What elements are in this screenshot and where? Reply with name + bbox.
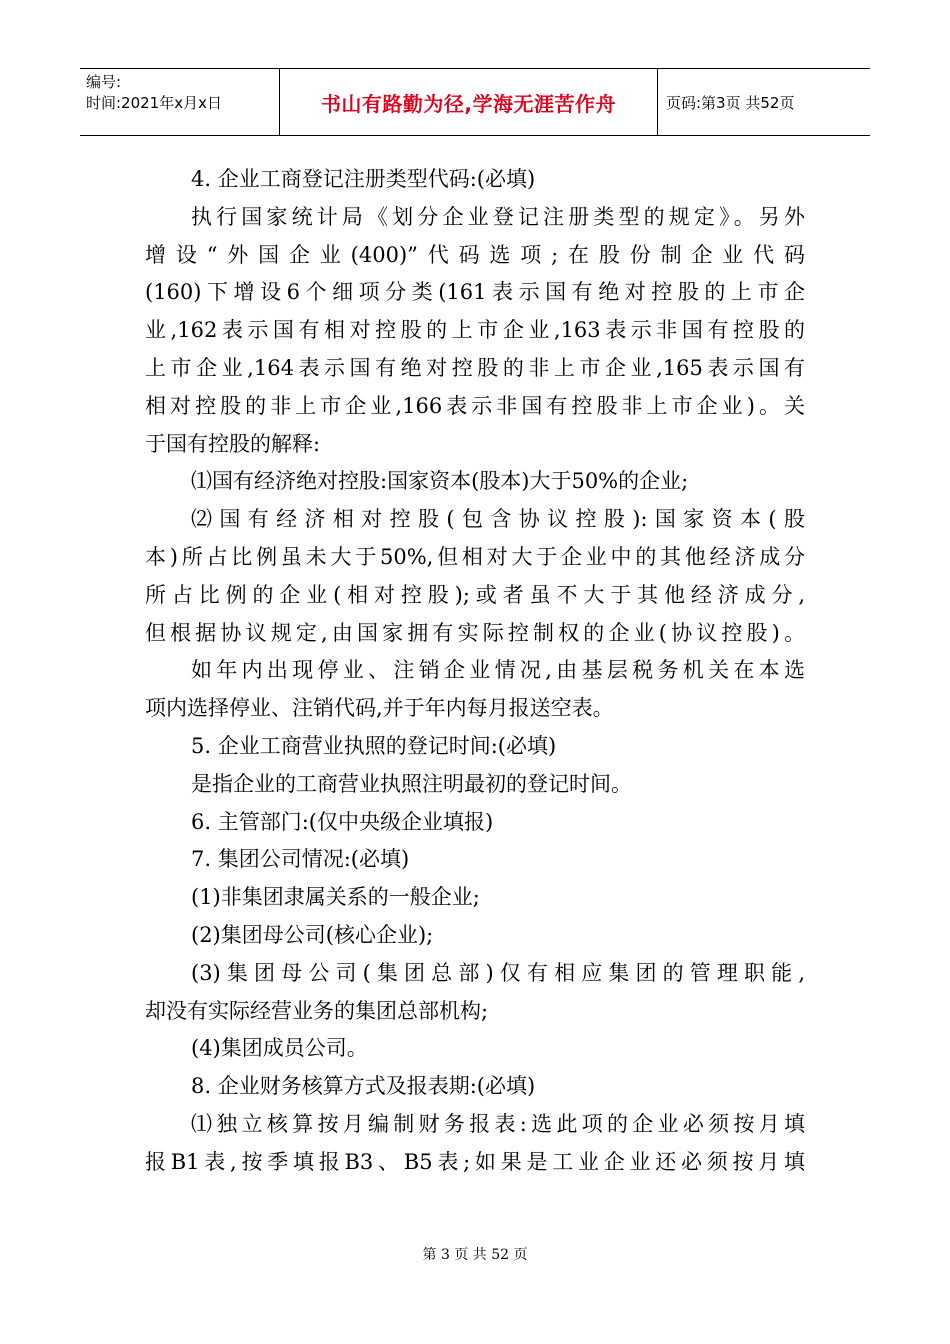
body-line: 4. 企业工商登记注册类型代码:(必填) [191, 167, 536, 191]
body-line: 6. 主管部门:(仅中央级企业填报) [191, 809, 494, 834]
body-line: 5. 企业工商营业执照的登记时间:(必填) [191, 733, 557, 758]
body-line: 本)所占比例虽未大于50%,但相对大于企业中的其他经济成分 [145, 544, 805, 569]
body-line: 7. 集团公司情况:(必填) [191, 847, 410, 872]
body-line: 执行国家统计局《划分企业登记注册类型的规定》。另外 [191, 204, 805, 229]
body-line: ⑴独立核算按月编制财务报表:选此项的企业必须按月填 [191, 1111, 805, 1136]
document-body [145, 161, 805, 1182]
page-footer: 第 3 页 共 52 页 [422, 1247, 528, 1263]
header-page-number: 页码:第3页 共52页 [666, 93, 795, 112]
body-line: 报B1表,按季填报B3、B5表;如果是工业企业还必须按月填 [145, 1149, 805, 1174]
body-line: (4)集团成员公司。 [191, 1036, 368, 1061]
header-motto: 书山有路勤为径,学海无涯苦作舟 [280, 69, 658, 135]
body-line: 上市企业,164表示国有绝对控股的非上市企业,165表示国有 [145, 355, 805, 380]
header-meta-cell [80, 69, 280, 135]
body-line: 所占比例的企业(相对控股);或者虽不大于其他经济成分, [145, 582, 805, 607]
body-line: (1)非集团隶属关系的一般企业; [191, 885, 480, 910]
body-line: 却没有实际经营业务的集团总部机构; [145, 998, 489, 1023]
body-line: 相对控股的非上市企业,166表示非国有控股非上市企业)。关 [145, 393, 805, 418]
body-line: 但根据协议规定,由国家拥有实际控制权的企业(协议控股)。 [145, 620, 805, 645]
body-line: 于国有控股的解释: [145, 431, 321, 456]
body-line: 是指企业的工商营业执照注明最初的登记时间。 [191, 771, 632, 796]
body-line: 如年内出现停业、注销企业情况,由基层税务机关在本选 [191, 658, 805, 683]
document-number-label: 编号: [86, 73, 122, 91]
body-line: (3)集团母公司(集团总部)仅有相应集团的管理职能, [191, 960, 805, 985]
body-line: 项内选择停业、注销代码,并于年内每月报送空表。 [145, 696, 614, 721]
body-line: (2)集团母公司(核心企业); [191, 922, 434, 947]
document-time-label: 时间:2021年x月x日 [86, 94, 222, 112]
body-line: ⑵国有经济相对控股(包含协议控股):国家资本(股 [191, 507, 805, 532]
page-header [80, 68, 870, 136]
body-line: 增设“外国企业(400)”代码选项;在股份制企业代码 [145, 242, 805, 267]
body-line: 8. 企业财务核算方式及报表期:(必填) [191, 1074, 536, 1099]
body-line: ⑴国有经济绝对控股:国家资本(股本)大于50%的企业; [191, 469, 689, 494]
body-line: 业,162表示国有相对控股的上市企业,163表示非国有控股的 [145, 318, 805, 343]
body-line: (160)下增设6个细项分类(161表示国有绝对控股的上市企 [145, 280, 805, 305]
